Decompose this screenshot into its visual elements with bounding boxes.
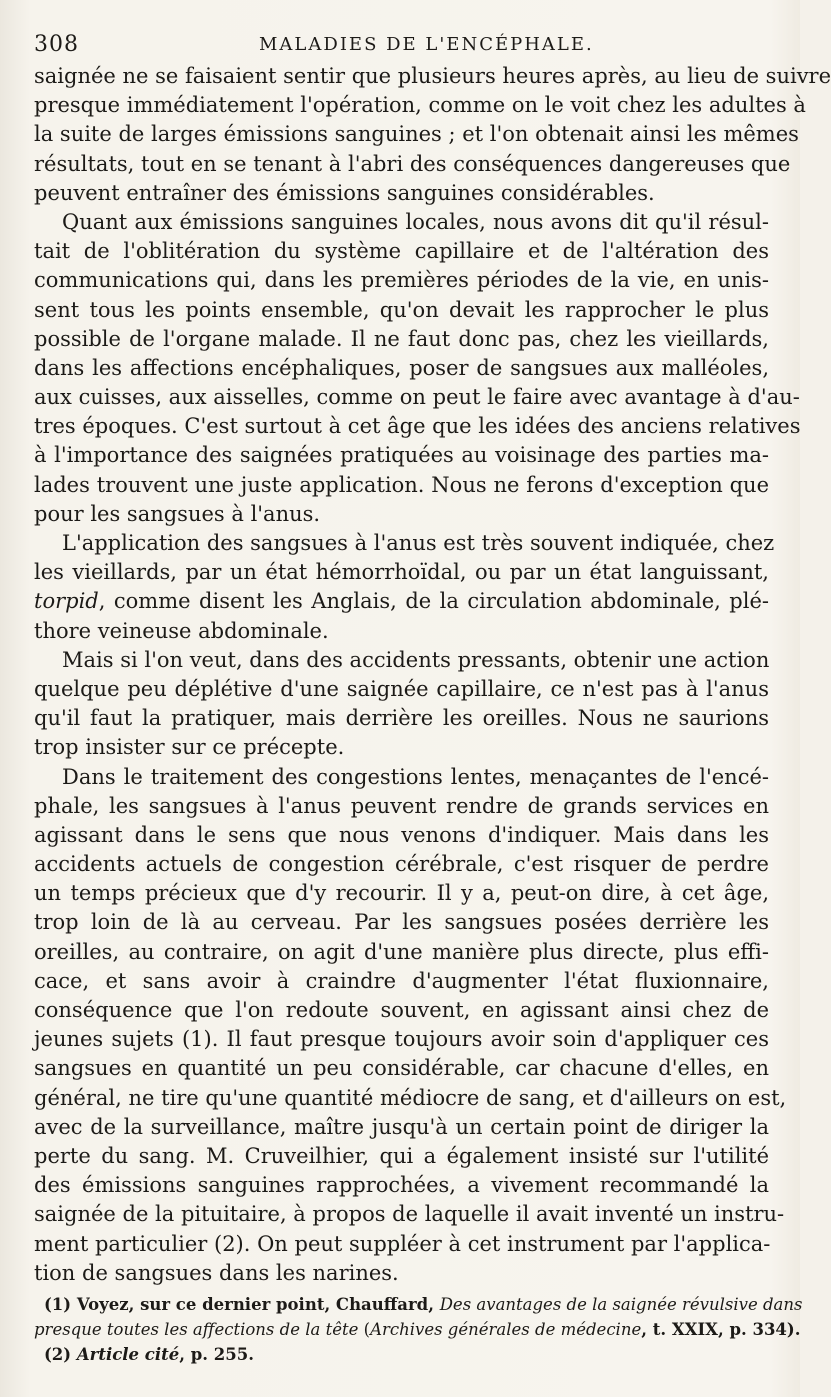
text-line: L'application des sangsues à l'anus est très souvent indiquée, chez <box>62 531 775 555</box>
running-title: MALADIES DE L'ENCÉPHALE. <box>259 34 594 55</box>
text-line: avec de la surveillance, maître jusqu'à un certain point de diriger la <box>34 1114 769 1139</box>
footnote-1-title-cont: presque toutes les affections de la tête <box>34 1320 359 1339</box>
text-line: sangsues en quantité un peu considérable, car chacune d'elles, en <box>34 1056 769 1081</box>
text-line: perte du sang. M. Cruveilhier, qui a également insisté sur l'utilité <box>34 1143 769 1168</box>
text-line: presque immédiatement l'opération, comme on le voit chez les adultes à <box>34 93 806 118</box>
text-line: qu'il faut la pratiquer, mais derrière les oreilles. Nous ne saurions <box>34 706 769 731</box>
text-line: trop loin de là au cerveau. Par les sangsues posées derrière les <box>34 910 769 935</box>
page-header <box>34 30 769 60</box>
text-line: les vieillards, par un état hémorrhoïdal, ou par un état languissant, <box>34 560 769 585</box>
text-line: des émissions sanguines rapprochées, a vivement recommandé la <box>34 1173 769 1198</box>
text-line: résultats, tout en se tenant à l'abri des conséquences dangereuses que <box>34 151 791 176</box>
text-line: accidents actuels de congestion cérébrale, c'est risquer de perdre <box>34 852 769 877</box>
text-line-torpid: torpid, comme disent les Anglais, de la circulation abdominale, plé- <box>34 589 769 614</box>
footnote-1-line-2 <box>34 1317 801 1342</box>
footnote-2 <box>34 1342 769 1367</box>
footnotes <box>34 1292 803 1367</box>
footnote-1-journal: Archives générales de médecine <box>370 1320 642 1339</box>
text-line: agissant dans le sens que nous venons d'indiquer. Mais dans les <box>34 822 769 847</box>
italic-word: torpid <box>34 589 99 614</box>
text-line: dans les affections encéphaliques, poser de sangsues aux malléoles, <box>34 355 769 380</box>
text-line: général, ne tire qu'une quantité médiocre de sang, et d'ailleurs on est, <box>34 1085 787 1110</box>
footnote-1-ref: , t. XXIX, p. 334). <box>641 1320 801 1339</box>
footnote-1-open: ( <box>358 1320 371 1339</box>
text-line: un temps précieux que d'y recourir. Il y a, peut-on dire, à cet âge, <box>34 881 769 906</box>
footnote-1-title: Des avantages de la saignée révulsive dans <box>439 1295 803 1314</box>
text-line: pour les sangsues à l'anus. <box>34 501 321 526</box>
text-line: communications qui, dans les premières périodes de la vie, en unis- <box>34 268 769 293</box>
text-line: oreilles, au contraire, on agit d'une manière plus directe, plus effi- <box>34 939 769 964</box>
text-line: possible de l'organe malade. Il ne faut donc pas, chez les vieillards, <box>34 326 769 351</box>
text-line: phale, les sangsues à l'anus peuvent rendre de grands services en <box>34 793 769 818</box>
footnote-2-ref: , p. 255. <box>179 1345 254 1364</box>
text-line: la suite de larges émissions sanguines ; et l'on obtenait ainsi les mêmes <box>34 122 799 147</box>
footnote-1-lead: (1) Voyez, sur ce dernier point, Chauffard, <box>44 1295 440 1314</box>
text-line: trop insister sur ce précepte. <box>34 735 345 760</box>
footnote-1-line-1 <box>34 1292 803 1317</box>
text-line: conséquence que l'on redoute souvent, en agissant ainsi chez de <box>34 998 769 1022</box>
footnote-2-lead: (2) <box>44 1345 77 1364</box>
text-line: ment particulier (2). On peut suppléer à cet instrument par l'applica- <box>34 1231 771 1256</box>
text-line: aux cuisses, aux aisselles, comme on peut le faire avec avantage à d'au- <box>34 385 800 410</box>
text-line: à l'importance des saignées pratiquées au voisinage des parties ma- <box>34 443 769 468</box>
page-number: 308 <box>34 32 79 57</box>
text-line: lades trouvent une juste application. Nous ne ferons d'exception que <box>34 472 769 497</box>
text-line: sent tous les points ensemble, qu'on devait les rapprocher le plus <box>34 297 769 322</box>
body-text <box>34 62 831 1288</box>
text-line: jeunes sujets (1). Il faut presque toujours avoir soin d'appliquer ces <box>34 1027 769 1052</box>
text-line: saignée de la pituitaire, à propos de laquelle il avait inventé un instru- <box>34 1202 785 1227</box>
text-line: cace, et sans avoir à craindre d'augmenter l'état fluxionnaire, <box>34 968 769 993</box>
text-line: Quant aux émissions sanguines locales, nous avons dit qu'il résul- <box>62 209 769 234</box>
text-line: saignée ne se faisaient sentir que plusieurs heures après, au lieu de suivre <box>34 64 831 88</box>
text-line: tait de l'oblitération du système capillaire et de l'altération des <box>34 239 769 264</box>
text-line: Mais si l'on veut, dans des accidents pressants, obtenir une action <box>62 647 770 672</box>
text-line: tion de sangsues dans les narines. <box>34 1260 399 1285</box>
text-line: Dans le traitement des congestions lentes, menaçantes de l'encé- <box>62 764 769 789</box>
footnote-2-title: Article cité <box>76 1345 180 1364</box>
text-line: thore veineuse abdominale. <box>34 618 329 643</box>
text-line: peuvent entraîner des émissions sanguines considérables. <box>34 180 655 205</box>
text-line: tres époques. C'est surtout à cet âge que les idées des anciens relatives <box>34 414 801 439</box>
text-line: quelque peu déplétive d'une saignée capillaire, ce n'est pas à l'anus <box>34 676 769 701</box>
